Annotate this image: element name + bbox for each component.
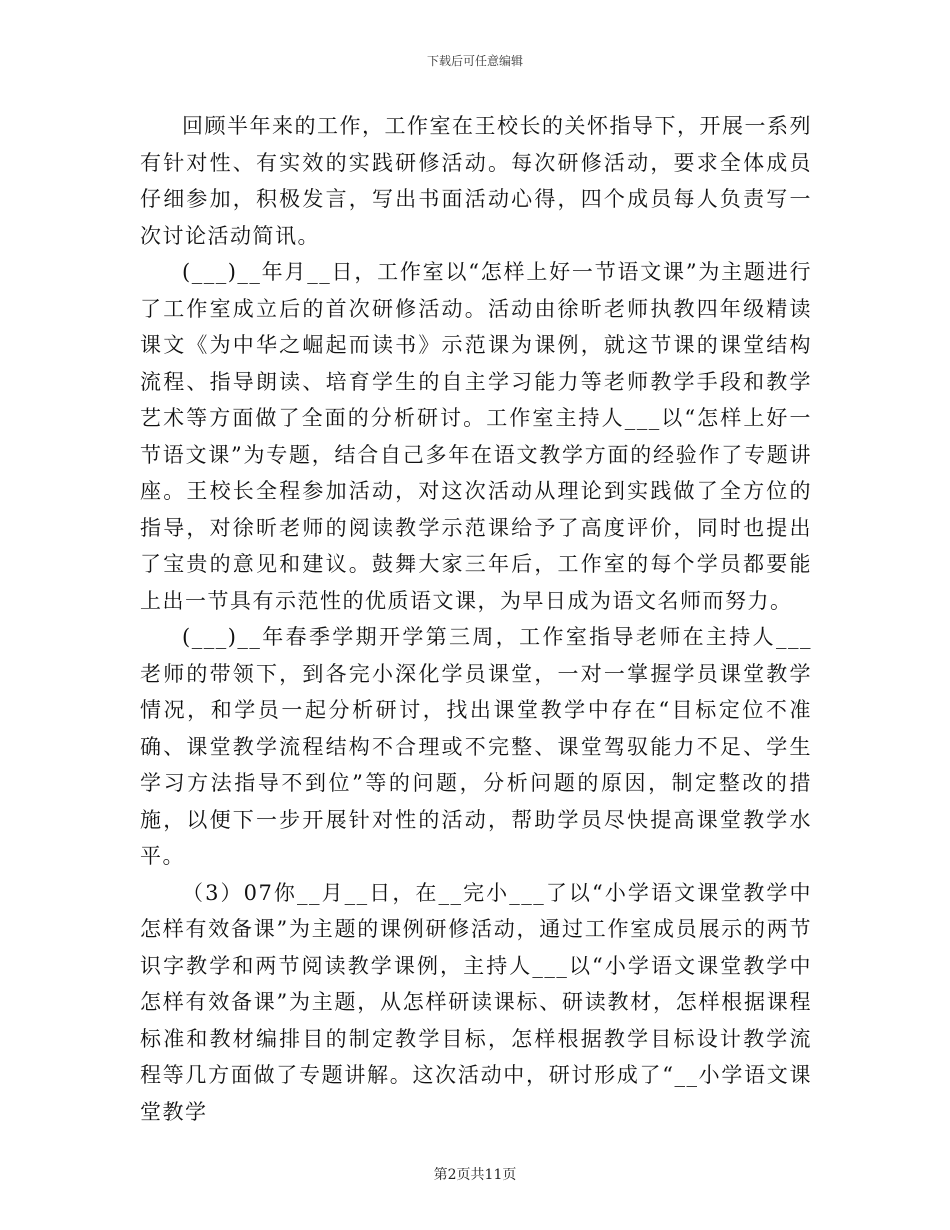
paragraph-intro: 回顾半年来的工作，工作室在王校长的关怀指导下，开展一系列有针对性、有实效的实践研修活动。每次研修活动，要求全体成员仔细参加，积极发言，写出书面活动心得，四个成员每人负责写一次讨论活动简讯。 xyxy=(140,114,812,248)
page-footer: 第2页共11页 xyxy=(433,1167,517,1183)
page-header: 下载后可任意编辑 xyxy=(426,54,523,68)
paragraph-activity-1: (___)__年月__日，工作室以“怎样上好一节语文课”为主题进行了工作室成立后的首次研修活动。活动由徐昕老师执教四年级精读课文《为中华之崛起而读书》示范课为课例，就这节课的课堂结构流程、指导朗读、培育学生的自主学习能力等老师教学手段和教学艺术等方面做了全面的分析研讨。工作室主持人___以“怎样上好一节语文课”为专题，结合自己多年在语文教学方面的经验作了专题讲座。王校长全程参加活动，对这次活动从理论到实践做了全方位的指导，对徐昕老师的阅读教学示范课给予了高度评价，同时也提出了宝贵的意见和建议。鼓舞大家三年后，工作室的每个学员都要能上出一节具有示范性的优质语文课，为早日成为语文名师而努力。 xyxy=(140,260,812,613)
document-body xyxy=(140,108,812,1130)
paragraph-activity-2: (___)__年春季学期开学第三周，工作室指导老师在主持人___老师的带领下，到各完小深化学员课堂，一对一掌握学员课堂教学情况，和学员一起分析研讨，找出课堂教学中存在“目标定位不准确、课堂教学流程结构不合理或不完整、课堂驾驭能力不足、学生学习方法指导不到位”等的问题，分析问题的原因，制定整改的措施，以便下一步开展针对性的活动，帮助学员尽快提高课堂教学水平。 xyxy=(140,625,812,868)
paragraph-activity-3: （3）07你__月__日，在__完小___了以“小学语文课堂教学中怎样有效备课”为主题的课例研修活动，通过工作室成员展示的两节识字教学和两节阅读教学课例，主持人___以“小学语文课堂教学中怎样有效备课”为主题，从怎样研读课标、研读教材，怎样根据课程标准和教材编排目的制定教学目标，怎样根据教学目标设计教学流程等几方面做了专题讲解。这次活动中，研讨形成了“__小学语文课堂教学 xyxy=(140,880,812,1124)
